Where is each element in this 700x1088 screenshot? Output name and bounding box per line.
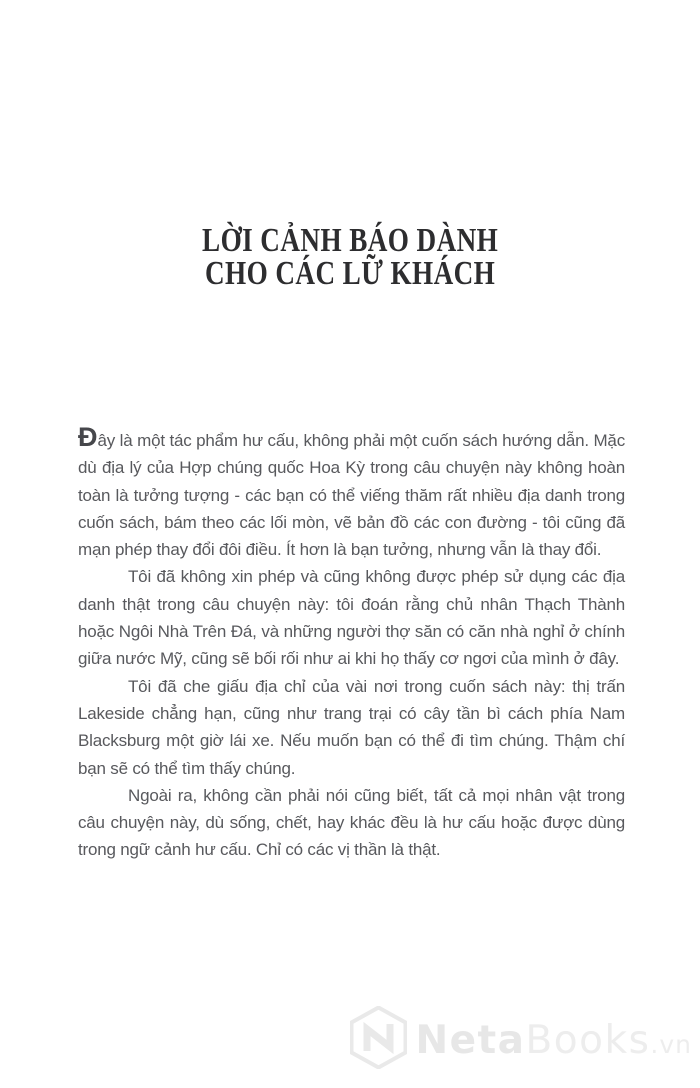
paragraph-3: Tôi đã che giấu địa chỉ của vài nơi trong cuốn sách này: thị trấn Lakeside chẳng hạn, cũng như trang trại có cây tần bì cách phía Nam Blacksburg một giờ lái xe. Nếu muốn bạn có thể đi tìm chúng. Thậm chí bạn sẽ có thể tìm thấy chúng. <box>78 676 625 778</box>
paragraph-2: Tôi đã không xin phép và cũng không được phép sử dụng các địa danh thật trong câu chuyện này: tôi đoán rằng chủ nhân Thạch Thành hoặc Ngôi Nhà Trên Đá, và những người thợ săn có căn nhà nghỉ ở chính giữa nước Mỹ, cũng sẽ bối rối như ai khi họ thấy cơ ngơi của mình ở đây. <box>78 567 625 669</box>
watermark-books: Books <box>525 1017 651 1063</box>
body-text-block <box>78 424 625 864</box>
drop-cap-initial: Đ <box>78 422 98 452</box>
watermark-brand-text <box>415 1017 692 1063</box>
watermark-tld: .vn <box>650 1029 692 1059</box>
chapter-title-line1: LỜI CẢNH BÁO DÀNH <box>201 222 499 259</box>
paragraph-4: Ngoài ra, không cần phải nói cũng biết, tất cả mọi nhân vật trong câu chuyện này, dù sống, chết, hay khác đều là hư cấu hoặc được dùng trong ngữ cảnh hư cấu. Chỉ có các vị thần là thật. <box>78 785 625 860</box>
chapter-title <box>0 224 700 290</box>
netabooks-watermark <box>350 1006 692 1074</box>
paragraph-1-text: ây là một tác phẩm hư cấu, không phải một cuốn sách hướng dẫn. Mặc dù địa lý của Hợp chúng quốc Hoa Kỳ trong câu chuyện này không hoàn toàn là tưởng tượng - các bạn có thể viếng thăm rất nhiều địa danh trong cuốn sách, bám theo các lối mòn, vẽ bản đồ các con đường - tôi cũng đã mạn phép thay đổi đôi điều. Ít hơn là bạn tưởng, nhưng vẫn là thay đổi. <box>78 431 625 560</box>
netabooks-hexagon-logo-icon <box>350 1006 407 1074</box>
chapter-title-line2: CHO CÁC LỮ KHÁCH <box>204 255 496 292</box>
paragraph-1 <box>78 424 625 563</box>
watermark-neta: Neta <box>415 1017 526 1063</box>
